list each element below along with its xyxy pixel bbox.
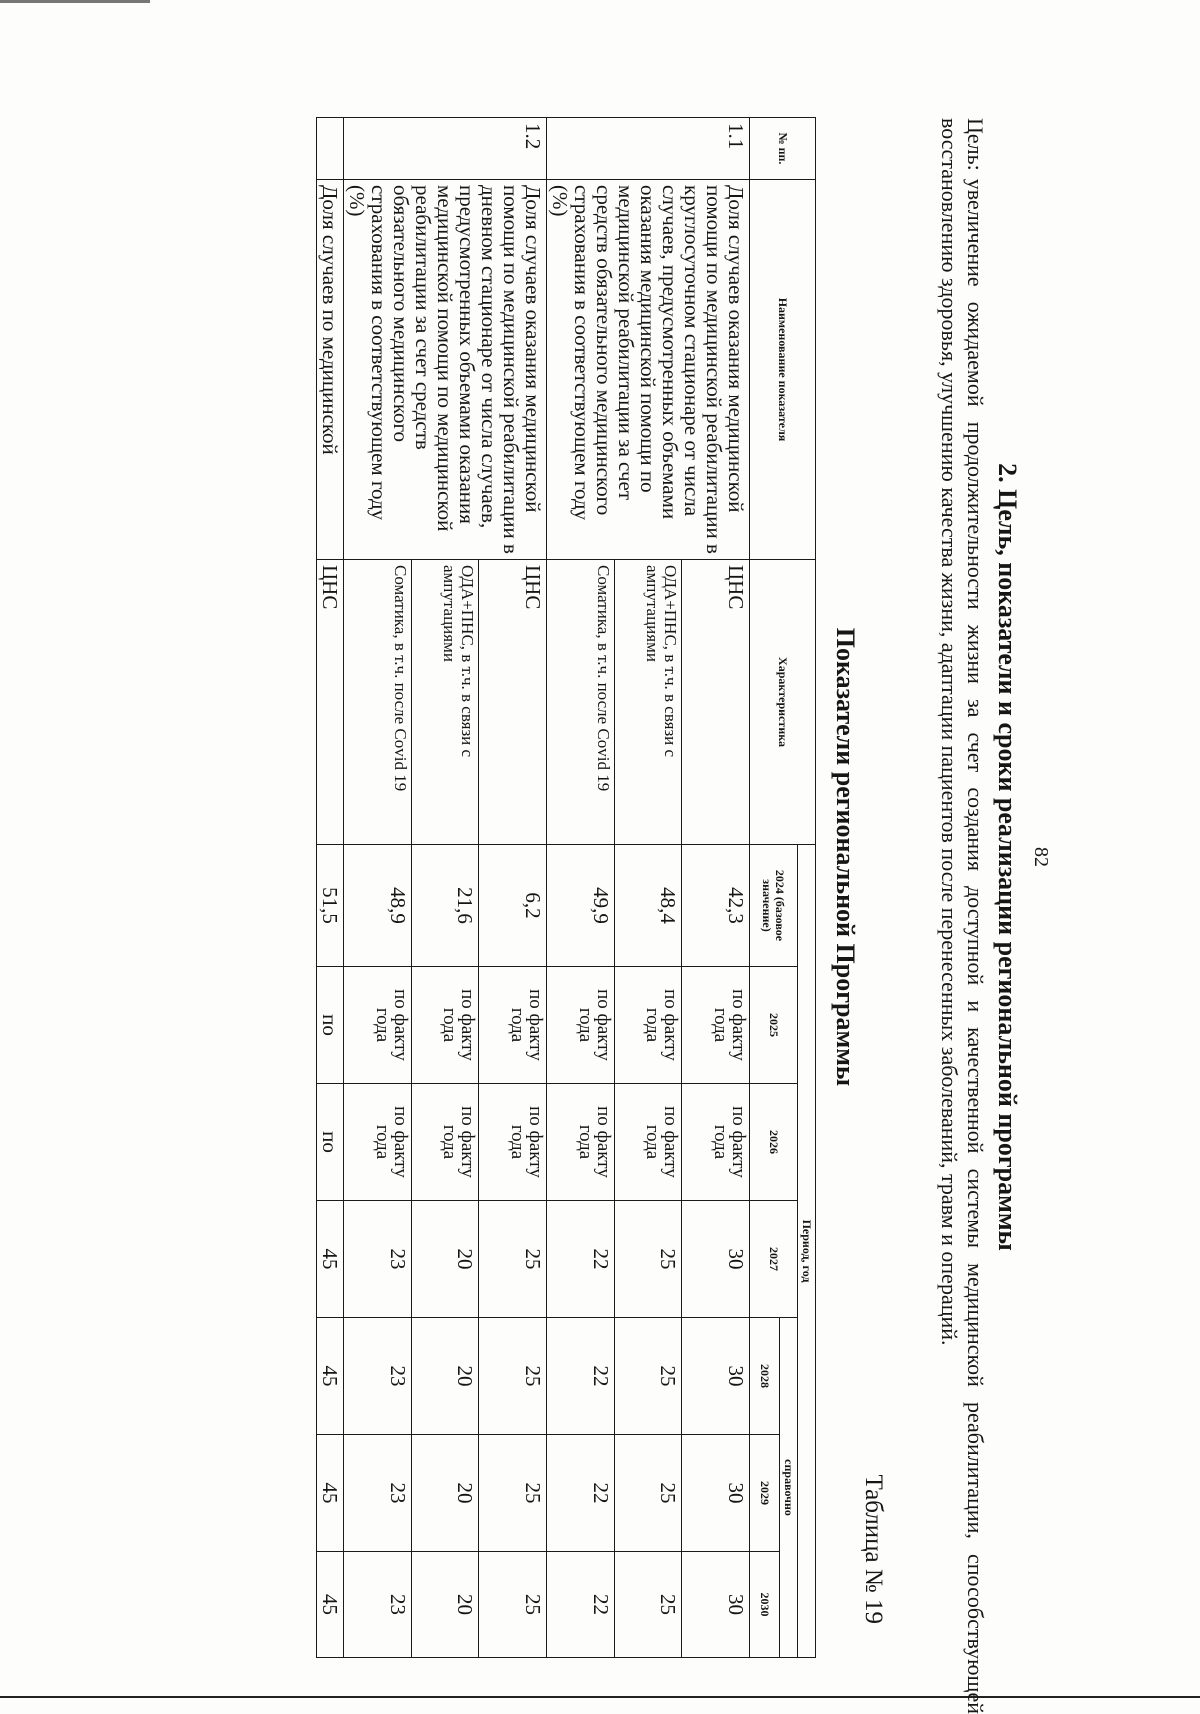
value-2027: 20	[411, 1201, 479, 1318]
value-2024: 49,9	[547, 845, 615, 967]
header-reference: справочно	[780, 1318, 798, 1658]
header-2025: 2025	[750, 967, 798, 1084]
value-2024: 6,2	[479, 845, 547, 967]
value-2024: 42,3	[682, 845, 750, 967]
value-2028: 23	[344, 1318, 412, 1435]
value-2030: 20	[411, 1552, 479, 1658]
value-2030: 25	[614, 1552, 682, 1658]
value-2024: 48,4	[614, 845, 682, 967]
value-2028: 25	[614, 1318, 682, 1435]
table-number: Таблица № 19	[860, 1474, 887, 1624]
page-number: 82	[1030, 847, 1052, 867]
value-2026: по факту года	[547, 1084, 615, 1201]
value-2030: 30	[682, 1552, 750, 1658]
characteristic: Соматика, в т.ч. после Covid 19	[547, 560, 615, 845]
value-2029: 30	[682, 1435, 750, 1552]
characteristic: ЦНС	[317, 560, 344, 845]
value-2027: 30	[682, 1201, 750, 1318]
row-num: 1.1	[547, 118, 750, 180]
value-2026: по факту года	[479, 1084, 547, 1201]
value-2029: 25	[479, 1435, 547, 1552]
header-name: Наименование показателя	[750, 180, 816, 560]
table-title: Показатели региональной Программы	[831, 627, 860, 1087]
value-2025: по факту года	[614, 967, 682, 1084]
value-2025: по факту года	[411, 967, 479, 1084]
section-heading: 2. Цель, показатели и сроки реализации региональной программы	[993, 463, 1022, 1251]
value-2025: по факту года	[479, 967, 547, 1084]
value-2026: по факту года	[411, 1084, 479, 1201]
header-period: Период, год	[798, 845, 816, 1658]
value-2026: по факту года	[682, 1084, 750, 1201]
value-2026: по	[317, 1084, 344, 1201]
header-2024: 2024 (базовое значение)	[750, 845, 798, 967]
characteristic: ЦНС	[479, 560, 547, 845]
indicators-table	[316, 117, 816, 1658]
value-2029: 25	[614, 1435, 682, 1552]
value-2027: 45	[317, 1201, 344, 1318]
header-characteristic: Характеристика	[750, 560, 816, 845]
value-2028: 30	[682, 1318, 750, 1435]
header-2028: 2028	[750, 1318, 780, 1435]
row-num: 1.2	[344, 118, 547, 180]
goal-text: увеличение ожидаемой продолжительности жизни за счет создания доступной и качественной системы медицинской реабилитации, способствующей восстановлению здоровья, улучшению качества жизни, адаптации пациентов после перенесенных заболеваний, травм и операций.	[937, 118, 988, 1714]
indicator-name: Доля случаев оказания медицинской помощи по медицинской реабилитации в дневном стационаре от числа случаев, предусмотренных объемами оказания медицинской помощи по медицинской реабилитации за счет средств обязательного медицинского страхования в соответствующем году (%)	[344, 180, 547, 560]
value-2028: 20	[411, 1318, 479, 1435]
indicator-name: Доля случаев по медицинской	[317, 180, 344, 560]
value-2027: 25	[479, 1201, 547, 1318]
goal-paragraph	[936, 118, 988, 1714]
characteristic: ОДА+ПНС, в т.ч. в связи с ампутациями	[411, 560, 479, 845]
value-2027: 23	[344, 1201, 412, 1318]
header-2027: 2027	[750, 1201, 798, 1318]
value-2029: 23	[344, 1435, 412, 1552]
characteristic: Соматика, в т.ч. после Covid 19	[344, 560, 412, 845]
indicator-name: Доля случаев оказания медицинской помощи по медицинской реабилитации в круглосуточном стационаре от числа случаев, предусмотренных объемами оказания медицинской помощи по медицинской реабилитации за счет средств обязательного медицинского страхования в соответствующем году (%)	[547, 180, 750, 560]
value-2028: 22	[547, 1318, 615, 1435]
value-2028: 25	[479, 1318, 547, 1435]
value-2028: 45	[317, 1318, 344, 1435]
value-2025: по факту года	[547, 967, 615, 1084]
table-row	[479, 118, 547, 1658]
goal-label: Цель:	[963, 118, 988, 171]
value-2030: 23	[344, 1552, 412, 1658]
value-2025: по факту года	[344, 967, 412, 1084]
table-row	[317, 118, 344, 1658]
value-2029: 20	[411, 1435, 479, 1552]
value-2029: 22	[547, 1435, 615, 1552]
header-num: № пп.	[750, 118, 816, 180]
header-2030: 2030	[750, 1552, 780, 1658]
row-num	[317, 118, 344, 180]
header-2029: 2029	[750, 1435, 780, 1552]
value-2026: по факту года	[344, 1084, 412, 1201]
value-2026: по факту года	[614, 1084, 682, 1201]
value-2030: 45	[317, 1552, 344, 1658]
value-2029: 45	[317, 1435, 344, 1552]
characteristic: ЦНС	[682, 560, 750, 845]
value-2025: по факту года	[682, 967, 750, 1084]
value-2030: 22	[547, 1552, 615, 1658]
value-2027: 25	[614, 1201, 682, 1318]
value-2024: 51,5	[317, 845, 344, 967]
characteristic: ОДА+ПНС, в т.ч. в связи с ампутациями	[614, 560, 682, 845]
table-row	[682, 118, 750, 1658]
value-2024: 21,6	[411, 845, 479, 967]
value-2030: 25	[479, 1552, 547, 1658]
value-2024: 48,9	[344, 845, 412, 967]
value-2025: по	[317, 967, 344, 1084]
value-2027: 22	[547, 1201, 615, 1318]
header-2026: 2026	[750, 1084, 798, 1201]
